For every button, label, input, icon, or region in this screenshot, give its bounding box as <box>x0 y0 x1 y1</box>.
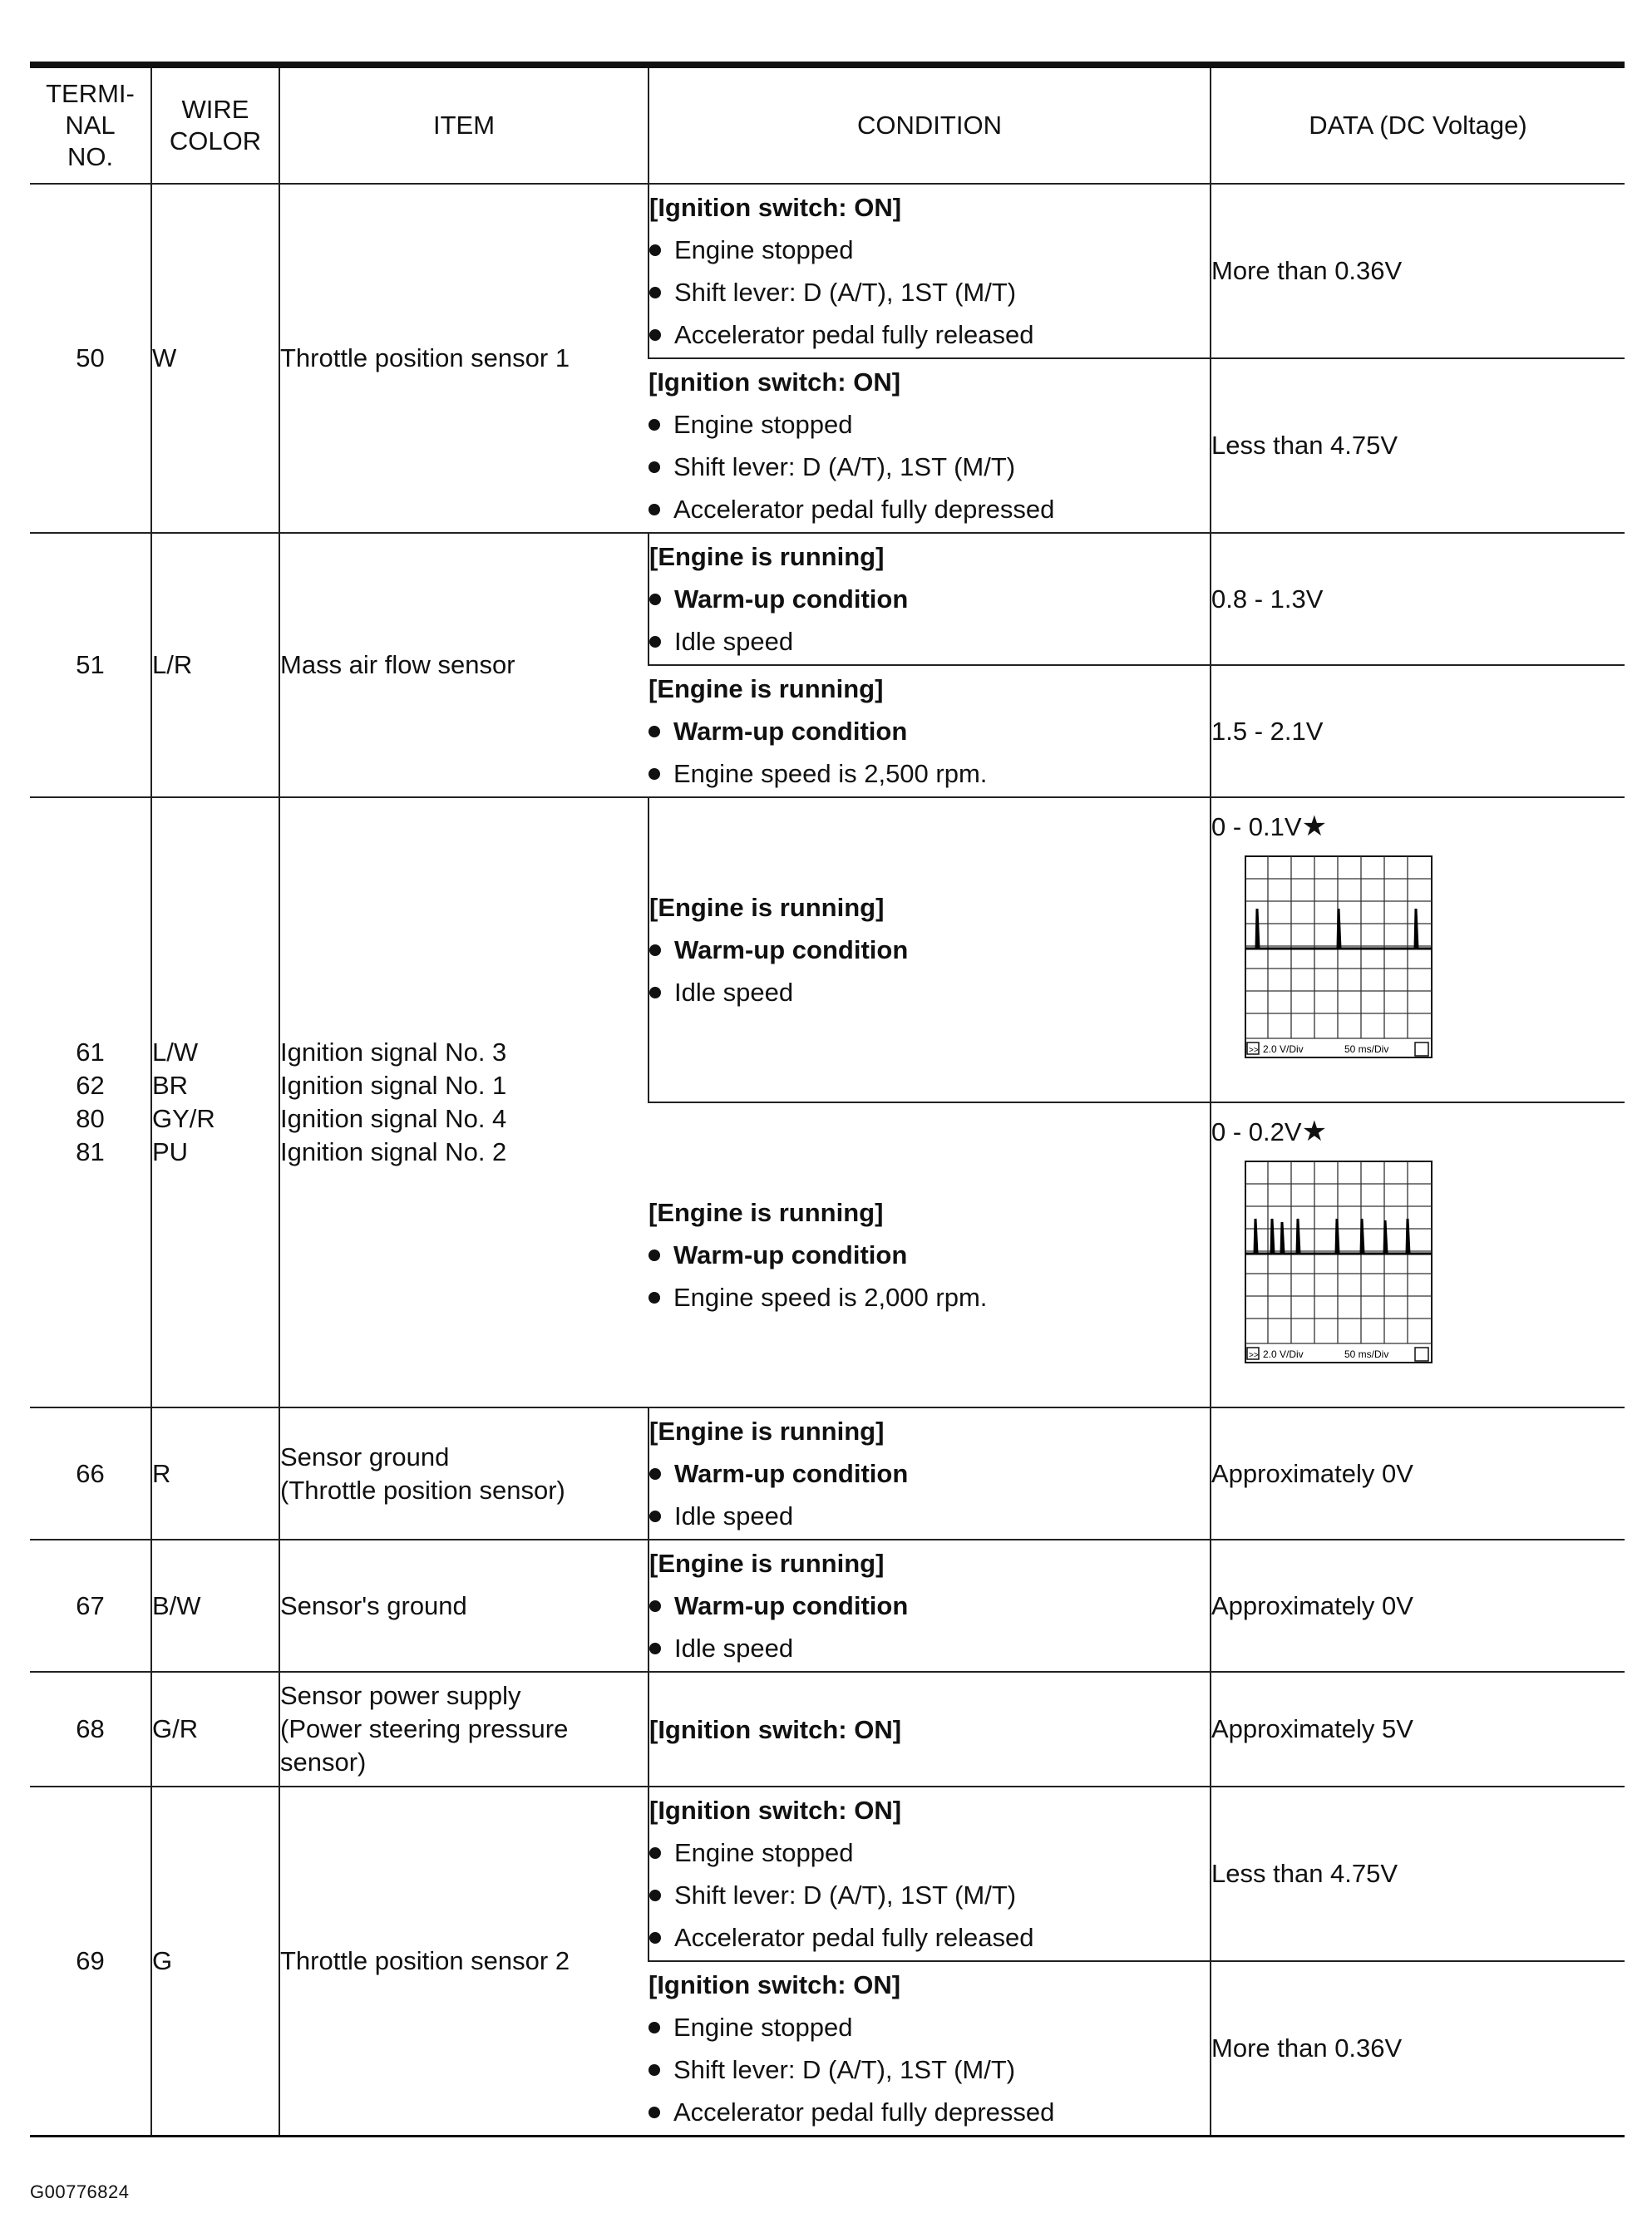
document-id: G00776824 <box>30 2181 130 2202</box>
condition-bullet: Engine speed is 2,500 rpm. <box>673 759 988 788</box>
condition-bullet: Shift lever: D (A/T), 1ST (M/T) <box>673 452 1016 481</box>
bullet-icon <box>649 287 661 298</box>
item-name: Ignition signal No. 3 <box>280 1038 507 1067</box>
bullet-icon <box>649 1600 661 1612</box>
item-name: Ignition signal No. 2 <box>280 1137 507 1166</box>
scope-time-label: 50 ms/Div <box>1344 1043 1389 1055</box>
condition-bullet: Shift lever: D (A/T), 1ST (M/T) <box>674 1880 1017 1910</box>
condition-cell <box>648 184 1211 358</box>
condition-cell <box>648 533 1211 665</box>
wire-color-cell: W <box>151 184 279 533</box>
condition-bullet: Warm-up condition <box>674 584 909 614</box>
condition-cell <box>648 1787 1211 1961</box>
terminal-cell: 68 <box>30 1672 151 1787</box>
condition-bullet: Accelerator pedal fully depressed <box>673 2097 1055 2127</box>
condition-bullet: Warm-up condition <box>674 935 909 964</box>
data-cell: Approximately 5V <box>1211 1672 1625 1787</box>
condition-cell <box>648 1540 1211 1672</box>
data-cell: Less than 4.75V <box>1211 1787 1625 1961</box>
terminal-number: 61 <box>76 1038 105 1067</box>
item-cell <box>279 1407 648 1540</box>
data-cell: Less than 4.75V <box>1211 358 1625 533</box>
terminal-cell: 67 <box>30 1540 151 1672</box>
item-cell <box>279 1672 648 1787</box>
condition-header: [Engine is running] <box>649 1417 885 1446</box>
item-line: (Power steering pressure <box>280 1714 569 1743</box>
bullet-icon <box>649 594 661 605</box>
terminal-cell: 50 <box>30 184 151 533</box>
star-icon: ★ <box>1301 1116 1328 1147</box>
table-row-67 <box>30 1540 1625 1672</box>
bullet-icon <box>649 1847 661 1859</box>
terminal-data-sheet <box>30 62 1625 2137</box>
item-cell: Throttle position sensor 1 <box>279 184 648 533</box>
item-line: sensor) <box>280 1747 367 1777</box>
condition-cell <box>648 1407 1211 1540</box>
bullet-icon <box>649 944 661 956</box>
condition-bullet: Accelerator pedal fully released <box>674 320 1034 349</box>
wire-color-cell: G <box>151 1787 279 2136</box>
oscilloscope-waveform-2000rpm <box>1245 1161 1433 1363</box>
bullet-icon <box>649 1890 661 1901</box>
condition-bullet: Idle speed <box>674 978 794 1007</box>
condition-bullet: Warm-up condition <box>673 717 908 746</box>
item-line: (Throttle position sensor) <box>280 1475 565 1505</box>
wire-color-cell: G/R <box>151 1672 279 1787</box>
scope-prefix: >> <box>1249 1046 1259 1055</box>
bullet-icon <box>648 2107 660 2118</box>
header-wire-color: WIRE COLOR <box>151 65 279 184</box>
item-name: Ignition signal No. 4 <box>280 1104 507 1133</box>
terminal-number: 62 <box>76 1071 105 1100</box>
header-condition: CONDITION <box>648 65 1211 184</box>
scope-time-label: 50 ms/Div <box>1344 1348 1389 1360</box>
condition-cell <box>648 1672 1211 1787</box>
condition-header: [Ignition switch: ON] <box>649 193 902 222</box>
condition-bullet: Warm-up condition <box>673 1240 908 1269</box>
item-cell <box>279 797 648 1407</box>
bullet-icon <box>649 636 661 648</box>
wire-color: PU <box>152 1137 189 1166</box>
wire-color: L/W <box>152 1038 199 1067</box>
data-cell <box>1211 797 1625 1102</box>
bullet-icon <box>649 987 661 998</box>
terminal-number: 80 <box>76 1104 105 1133</box>
condition-header: [Engine is running] <box>649 542 885 571</box>
data-cell: 0.8 - 1.3V <box>1211 533 1625 665</box>
bullet-icon <box>649 244 661 256</box>
condition-bullet: Shift lever: D (A/T), 1ST (M/T) <box>673 2054 1016 2084</box>
condition-bullet: Accelerator pedal fully released <box>674 1923 1034 1952</box>
condition-header: [Engine is running] <box>648 1198 884 1227</box>
bullet-icon <box>648 504 660 515</box>
ecm-terminal-table <box>30 62 1625 2137</box>
bullet-icon <box>649 1643 661 1654</box>
bullet-icon <box>648 726 660 737</box>
terminal-cell: 66 <box>30 1407 151 1540</box>
star-icon: ★ <box>1301 811 1328 842</box>
condition-bullet: Engine stopped <box>674 1838 854 1867</box>
condition-bullet: Warm-up condition <box>674 1459 909 1488</box>
condition-bullet: Engine stopped <box>674 235 854 264</box>
condition-cell <box>648 665 1211 797</box>
bullet-icon <box>648 2064 660 2076</box>
wire-color-cell: B/W <box>151 1540 279 1672</box>
condition-header: [Engine is running] <box>648 674 884 703</box>
bullet-icon <box>648 768 660 780</box>
table-row-69a <box>30 1787 1625 1961</box>
scope-prefix: >> <box>1249 1351 1259 1360</box>
table-row-50a <box>30 184 1625 358</box>
condition-bullet: Accelerator pedal fully depressed <box>673 495 1055 524</box>
wire-color: GY/R <box>152 1104 215 1133</box>
condition-bullet: Engine stopped <box>673 2012 853 2042</box>
wire-color-cell: L/R <box>151 533 279 797</box>
wire-color-cell: R <box>151 1407 279 1540</box>
item-name: Ignition signal No. 1 <box>280 1071 507 1100</box>
data-value: 0 - 0.1V <box>1211 812 1302 841</box>
data-cell: Approximately 0V <box>1211 1540 1625 1672</box>
terminal-cell: 51 <box>30 533 151 797</box>
condition-cell <box>648 358 1211 533</box>
scope-volt-label: 2.0 V/Div <box>1263 1348 1304 1360</box>
bullet-icon <box>648 1292 660 1304</box>
condition-header: [Ignition switch: ON] <box>649 1796 902 1825</box>
data-cell: Approximately 0V <box>1211 1407 1625 1540</box>
condition-header: [Engine is running] <box>649 893 885 922</box>
bullet-icon <box>648 2022 660 2033</box>
condition-cell <box>648 1102 1211 1407</box>
table-header-row <box>30 65 1625 184</box>
header-item: ITEM <box>279 65 648 184</box>
condition-cell <box>648 1961 1211 2136</box>
scope-volt-label: 2.0 V/Div <box>1263 1043 1304 1055</box>
terminal-cell <box>30 797 151 1407</box>
bullet-icon <box>648 1250 660 1261</box>
terminal-number: 81 <box>76 1137 105 1166</box>
item-cell: Mass air flow sensor <box>279 533 648 797</box>
oscilloscope-waveform-idle <box>1245 855 1433 1058</box>
condition-header: [Engine is running] <box>649 1549 885 1578</box>
condition-bullet: Engine speed is 2,000 rpm. <box>673 1283 988 1312</box>
condition-bullet: Idle speed <box>674 1634 794 1663</box>
table-row-ignition-a <box>30 797 1625 1102</box>
item-line: Sensor power supply <box>280 1681 521 1710</box>
item-cell: Sensor's ground <box>279 1540 648 1672</box>
bullet-icon <box>649 1511 661 1522</box>
header-terminal-no: TERMI- NAL NO. <box>46 79 135 171</box>
item-line: Sensor ground <box>280 1442 450 1471</box>
condition-header: [Ignition switch: ON] <box>648 1969 901 1999</box>
wire-color-cell <box>151 797 279 1407</box>
condition-bullet: Idle speed <box>674 627 794 656</box>
bullet-icon <box>649 1932 661 1944</box>
condition-bullet: Warm-up condition <box>674 1591 909 1620</box>
bullet-icon <box>648 419 660 431</box>
condition-cell <box>648 797 1211 1102</box>
data-cell: More than 0.36V <box>1211 1961 1625 2136</box>
data-value: 0 - 0.2V <box>1211 1117 1302 1146</box>
condition-bullet: Engine stopped <box>673 410 853 439</box>
terminal-cell: 69 <box>30 1787 151 2136</box>
condition-header: [Ignition switch: ON] <box>648 367 901 397</box>
table-row-51a <box>30 533 1625 665</box>
condition-header: [Ignition switch: ON] <box>649 1714 902 1744</box>
bullet-icon <box>648 461 660 473</box>
bullet-icon <box>649 329 661 341</box>
item-cell: Throttle position sensor 2 <box>279 1787 648 2136</box>
table-row-68 <box>30 1672 1625 1787</box>
bullet-icon <box>649 1468 661 1480</box>
condition-bullet: Shift lever: D (A/T), 1ST (M/T) <box>674 278 1017 307</box>
table-row-66 <box>30 1407 1625 1540</box>
header-data: DATA (DC Voltage) <box>1211 65 1625 184</box>
condition-bullet: Idle speed <box>674 1501 794 1531</box>
data-cell: More than 0.36V <box>1211 184 1625 358</box>
data-cell <box>1211 1102 1625 1407</box>
wire-color: BR <box>152 1071 189 1100</box>
data-cell: 1.5 - 2.1V <box>1211 665 1625 797</box>
